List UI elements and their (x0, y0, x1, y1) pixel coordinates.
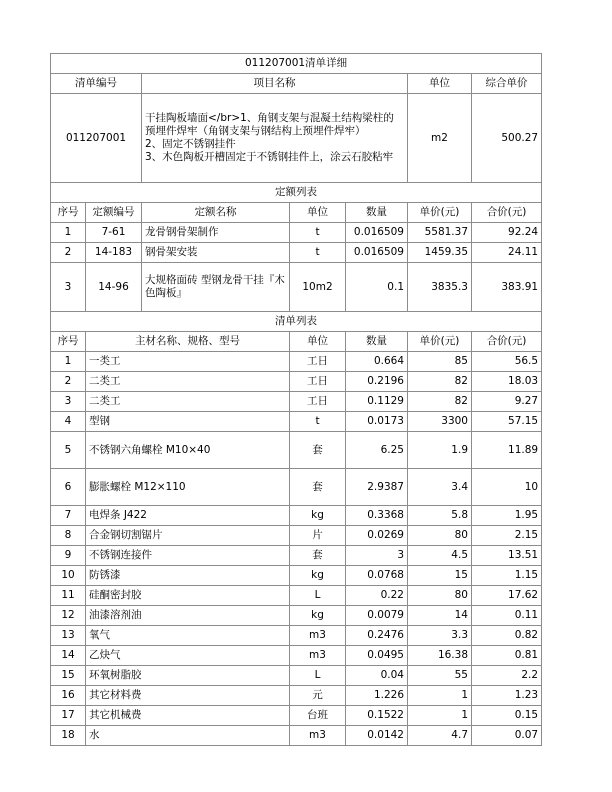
material-unit: t (290, 412, 346, 432)
material-unit: 片 (290, 526, 346, 546)
material-row (51, 586, 542, 606)
quota-qty: 0.1 (346, 263, 408, 312)
material-price: 80 (408, 586, 472, 606)
material-seq: 11 (51, 586, 86, 606)
material-name: 乙炔气 (86, 646, 290, 666)
material-price: 3.4 (408, 469, 472, 506)
material-row (51, 646, 542, 666)
material-qty: 0.0495 (346, 646, 408, 666)
header-bill-code: 清单编号 (51, 74, 142, 94)
material-total: 1.15 (472, 566, 542, 586)
material-price: 80 (408, 526, 472, 546)
material-row (51, 606, 542, 626)
quota-total: 92.24 (472, 223, 542, 243)
material-row (51, 352, 542, 372)
material-name: 一类工 (86, 352, 290, 372)
material-total: 1.95 (472, 506, 542, 526)
material-total: 18.03 (472, 372, 542, 392)
quota-seq: 3 (51, 263, 86, 312)
material-price: 15 (408, 566, 472, 586)
quota-unit: 10m2 (290, 263, 346, 312)
material-unit: 元 (290, 686, 346, 706)
quota-header-seq: 序号 (51, 203, 86, 223)
material-row (51, 666, 542, 686)
material-name: 硅酮密封胶 (86, 586, 290, 606)
material-row (51, 412, 542, 432)
material-price: 5.8 (408, 506, 472, 526)
material-price: 85 (408, 352, 472, 372)
material-seq: 17 (51, 706, 86, 726)
material-qty: 0.0269 (346, 526, 408, 546)
material-row (51, 526, 542, 546)
quota-total: 24.11 (472, 243, 542, 263)
material-qty: 0.0079 (346, 606, 408, 626)
material-price: 55 (408, 666, 472, 686)
material-unit: m3 (290, 646, 346, 666)
material-name: 膨胀螺栓 M12×110 (86, 469, 290, 506)
material-qty: 1.226 (346, 686, 408, 706)
material-total: 11.89 (472, 432, 542, 469)
material-row (51, 469, 542, 506)
material-total: 0.82 (472, 626, 542, 646)
material-price: 16.38 (408, 646, 472, 666)
material-name: 其它材料费 (86, 686, 290, 706)
quota-qty: 0.016509 (346, 243, 408, 263)
material-row (51, 686, 542, 706)
quota-header-code: 定额编号 (86, 203, 142, 223)
quota-header-name: 定额名称 (142, 203, 290, 223)
material-unit: 套 (290, 546, 346, 566)
quota-row (51, 223, 542, 243)
material-qty: 0.04 (346, 666, 408, 686)
summary-row (51, 94, 542, 183)
material-total: 13.51 (472, 546, 542, 566)
material-total: 2.15 (472, 526, 542, 546)
material-seq: 4 (51, 412, 86, 432)
material-unit: 工日 (290, 392, 346, 412)
quota-seq: 1 (51, 223, 86, 243)
material-header-name: 主材名称、规格、型号 (86, 332, 290, 352)
material-section-title-row (51, 312, 542, 332)
material-total: 10 (472, 469, 542, 506)
quota-unit: t (290, 223, 346, 243)
material-price: 4.5 (408, 546, 472, 566)
quota-name: 钢骨架安装 (142, 243, 290, 263)
material-name: 不锈钢六角螺栓 M10×40 (86, 432, 290, 469)
material-name: 不锈钢连接件 (86, 546, 290, 566)
material-header-price: 单价(元) (408, 332, 472, 352)
quota-header-unit: 单位 (290, 203, 346, 223)
material-seq: 18 (51, 726, 86, 746)
material-price: 14 (408, 606, 472, 626)
material-total: 9.27 (472, 392, 542, 412)
material-row (51, 566, 542, 586)
material-header-row (51, 332, 542, 352)
material-seq: 5 (51, 432, 86, 469)
quota-price: 3835.3 (408, 263, 472, 312)
material-qty: 0.2196 (346, 372, 408, 392)
table-title: 011207001清单详细 (51, 54, 542, 74)
material-row (51, 706, 542, 726)
bill-code: 011207001 (51, 94, 142, 183)
quota-name: 大规格面砖 型钢龙骨干挂『木色陶板』 (142, 263, 290, 312)
header-unit-price: 综合单价 (472, 74, 542, 94)
material-seq: 6 (51, 469, 86, 506)
material-qty: 0.2476 (346, 626, 408, 646)
material-seq: 10 (51, 566, 86, 586)
material-qty: 0.3368 (346, 506, 408, 526)
material-seq: 16 (51, 686, 86, 706)
material-qty: 0.0173 (346, 412, 408, 432)
bill-unit-price: 500.27 (472, 94, 542, 183)
material-price: 3300 (408, 412, 472, 432)
material-name: 防锈漆 (86, 566, 290, 586)
material-qty: 0.0768 (346, 566, 408, 586)
material-name: 其它机械费 (86, 706, 290, 726)
material-row (51, 432, 542, 469)
material-total: 0.15 (472, 706, 542, 726)
quota-total: 383.91 (472, 263, 542, 312)
quota-code: 14-96 (86, 263, 142, 312)
material-qty: 0.22 (346, 586, 408, 606)
material-name: 水 (86, 726, 290, 746)
material-total: 0.81 (472, 646, 542, 666)
material-header-total: 合价(元) (472, 332, 542, 352)
material-name: 电焊条 J422 (86, 506, 290, 526)
title-row (51, 54, 542, 74)
material-total: 17.62 (472, 586, 542, 606)
quota-price: 5581.37 (408, 223, 472, 243)
material-total: 0.11 (472, 606, 542, 626)
material-price: 82 (408, 392, 472, 412)
material-total: 2.2 (472, 666, 542, 686)
quota-header-row (51, 203, 542, 223)
material-seq: 14 (51, 646, 86, 666)
quota-name: 龙骨钢骨架制作 (142, 223, 290, 243)
material-total: 56.5 (472, 352, 542, 372)
material-name: 氧气 (86, 626, 290, 646)
material-unit: kg (290, 566, 346, 586)
material-seq: 15 (51, 666, 86, 686)
quota-header-price: 单价(元) (408, 203, 472, 223)
material-name: 合金钢切割锯片 (86, 526, 290, 546)
material-seq: 3 (51, 392, 86, 412)
material-qty: 2.9387 (346, 469, 408, 506)
header-unit: 单位 (408, 74, 472, 94)
quota-header-qty: 数量 (346, 203, 408, 223)
material-unit: m3 (290, 726, 346, 746)
material-unit: 工日 (290, 352, 346, 372)
bill-unit: m2 (408, 94, 472, 183)
material-seq: 8 (51, 526, 86, 546)
material-row (51, 392, 542, 412)
quota-unit: t (290, 243, 346, 263)
material-qty: 0.664 (346, 352, 408, 372)
quota-section-title-row (51, 183, 542, 203)
material-seq: 2 (51, 372, 86, 392)
material-name: 二类工 (86, 372, 290, 392)
material-qty: 0.0142 (346, 726, 408, 746)
material-qty: 6.25 (346, 432, 408, 469)
quota-row (51, 263, 542, 312)
material-qty: 0.1522 (346, 706, 408, 726)
material-unit: 工日 (290, 372, 346, 392)
material-unit: L (290, 666, 346, 686)
material-header-unit: 单位 (290, 332, 346, 352)
material-unit: 套 (290, 469, 346, 506)
material-seq: 9 (51, 546, 86, 566)
quota-seq: 2 (51, 243, 86, 263)
quota-code: 7-61 (86, 223, 142, 243)
material-unit: 套 (290, 432, 346, 469)
quota-qty: 0.016509 (346, 223, 408, 243)
material-name: 油漆溶剂油 (86, 606, 290, 626)
material-row (51, 626, 542, 646)
summary-header-row (51, 74, 542, 94)
material-seq: 13 (51, 626, 86, 646)
material-price: 1.9 (408, 432, 472, 469)
quota-price: 1459.35 (408, 243, 472, 263)
material-unit: m3 (290, 626, 346, 646)
material-section-title: 清单列表 (51, 312, 542, 332)
material-total: 57.15 (472, 412, 542, 432)
material-price: 3.3 (408, 626, 472, 646)
quota-section-title: 定额列表 (51, 183, 542, 203)
material-seq: 1 (51, 352, 86, 372)
quota-code: 14-183 (86, 243, 142, 263)
material-unit: 台班 (290, 706, 346, 726)
material-header-qty: 数量 (346, 332, 408, 352)
material-total: 0.07 (472, 726, 542, 746)
material-total: 1.23 (472, 686, 542, 706)
material-unit: kg (290, 506, 346, 526)
material-seq: 12 (51, 606, 86, 626)
material-row (51, 546, 542, 566)
material-row (51, 506, 542, 526)
material-price: 1 (408, 706, 472, 726)
material-unit: kg (290, 606, 346, 626)
material-name: 二类工 (86, 392, 290, 412)
material-price: 1 (408, 686, 472, 706)
project-description: 干挂陶板墙面</br>1、角钢支架与混凝土结构梁柱的预埋件焊牢（角钢支架与钢结构上预埋件焊牢） 2、固定不锈钢挂件 3、木色陶板开槽固定于不锈钢挂件上，涂云石胶粘牢 (142, 94, 408, 183)
material-price: 82 (408, 372, 472, 392)
material-header-seq: 序号 (51, 332, 86, 352)
material-qty: 0.1129 (346, 392, 408, 412)
header-project-name: 项目名称 (142, 74, 408, 94)
material-price: 4.7 (408, 726, 472, 746)
quota-row (51, 243, 542, 263)
quota-header-total: 合价(元) (472, 203, 542, 223)
bill-detail-table (50, 53, 542, 746)
material-name: 型钢 (86, 412, 290, 432)
material-seq: 7 (51, 506, 86, 526)
material-row (51, 372, 542, 392)
material-name: 环氧树脂胶 (86, 666, 290, 686)
material-unit: L (290, 586, 346, 606)
material-row (51, 726, 542, 746)
material-qty: 3 (346, 546, 408, 566)
